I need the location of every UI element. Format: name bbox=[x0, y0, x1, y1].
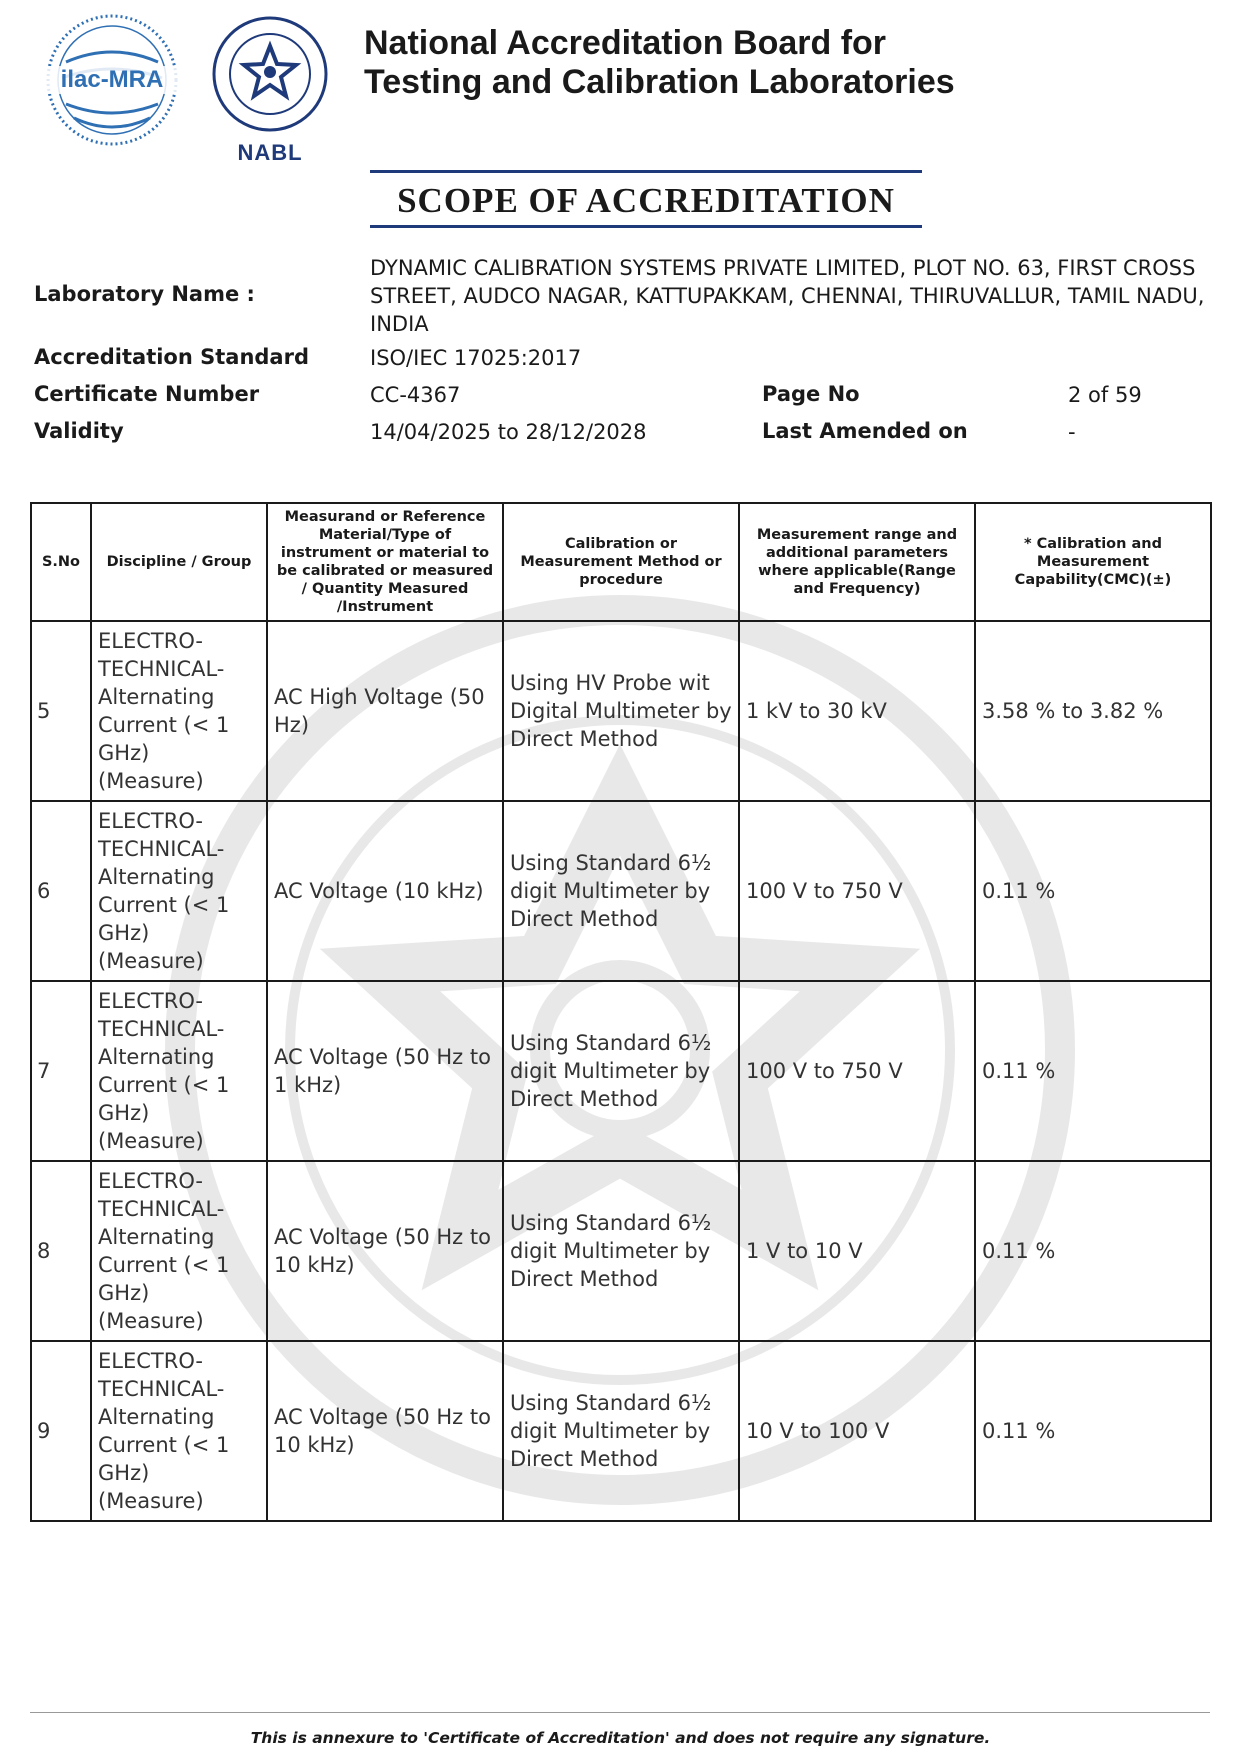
cell-measurand: AC Voltage (10 kHz) bbox=[267, 801, 503, 981]
header-measurand: Measurand or Reference Material/Type of instrument or material to be calibrated or measured / Quantity Measured /Instrument bbox=[267, 503, 503, 621]
cell-range: 100 V to 750 V bbox=[739, 981, 975, 1161]
standard-label: Accreditation Standard bbox=[34, 345, 309, 369]
table-row bbox=[31, 1161, 1211, 1341]
cell-measurand: AC High Voltage (50 Hz) bbox=[267, 621, 503, 801]
org-name-line-1: National Accreditation Board for bbox=[364, 24, 887, 62]
header-cmc: * Calibration and Measurement Capability(CMC)(±) bbox=[975, 503, 1211, 621]
nabl-seal-icon bbox=[210, 12, 330, 142]
cell-sno: 9 bbox=[31, 1341, 91, 1521]
title-rule-bottom bbox=[370, 225, 922, 228]
cell-method: Using Standard 6½ digit Multimeter by Direct Method bbox=[503, 1341, 739, 1521]
page-value: 2 of 59 bbox=[1068, 383, 1142, 407]
footer-note: This is annexure to 'Certificate of Accreditation' and does not require any signature. bbox=[250, 1729, 991, 1747]
cell-measurand: AC Voltage (50 Hz to 10 kHz) bbox=[267, 1161, 503, 1341]
cell-cmc: 0.11 % bbox=[975, 1341, 1211, 1521]
nabl-logo bbox=[210, 12, 330, 172]
cell-discipline: ELECTRO-TECHNICAL-Alternating Current (< 1 GHz) (Measure) bbox=[91, 981, 267, 1161]
cell-discipline: ELECTRO-TECHNICAL-Alternating Current (< 1 GHz) (Measure) bbox=[91, 801, 267, 981]
cell-method: Using Standard 6½ digit Multimeter by Direct Method bbox=[503, 801, 739, 981]
cell-range: 1 kV to 30 kV bbox=[739, 621, 975, 801]
cell-sno: 8 bbox=[31, 1161, 91, 1341]
table-row bbox=[31, 801, 1211, 981]
amended-label: Last Amended on bbox=[762, 419, 968, 443]
footer-divider bbox=[30, 1712, 1210, 1713]
cell-range: 100 V to 750 V bbox=[739, 801, 975, 981]
document-title-block bbox=[370, 170, 922, 228]
cell-sno: 7 bbox=[31, 981, 91, 1161]
nabl-logo-text: NABL bbox=[237, 140, 303, 165]
lab-name-value: DYNAMIC CALIBRATION SYSTEMS PRIVATE LIMITED, PLOT NO. 63, FIRST CROSS STREET, AUDCO NAGAR, KATTUPAKKAM, CHENNAI, THIRUVALLUR, TAMIL NADU, INDIA bbox=[370, 256, 1205, 336]
scope-table bbox=[30, 502, 1212, 1522]
header-sno: S.No bbox=[31, 503, 91, 621]
document-title: SCOPE OF ACCREDITATION bbox=[397, 181, 895, 220]
cell-measurand: AC Voltage (50 Hz to 1 kHz) bbox=[267, 981, 503, 1161]
organization-title bbox=[364, 24, 1064, 102]
header-method: Calibration or Measurement Method or procedure bbox=[503, 503, 739, 621]
table-header-row bbox=[31, 503, 1211, 621]
cell-discipline: ELECTRO-TECHNICAL-Alternating Current (< 1 GHz) (Measure) bbox=[91, 1341, 267, 1521]
cell-method: Using HV Probe wit Digital Multimeter by Direct Method bbox=[503, 621, 739, 801]
certificate-value: CC-4367 bbox=[370, 383, 461, 407]
cell-method: Using Standard 6½ digit Multimeter by Direct Method bbox=[503, 981, 739, 1161]
certificate-label: Certificate Number bbox=[34, 382, 260, 406]
validity-value: 14/04/2025 to 28/12/2028 bbox=[370, 420, 647, 444]
cell-discipline: ELECTRO-TECHNICAL-Alternating Current (< 1 GHz) (Measure) bbox=[91, 1161, 267, 1341]
ilac-logo-text: ilac-MRA bbox=[44, 66, 180, 94]
cell-range: 10 V to 100 V bbox=[739, 1341, 975, 1521]
cell-sno: 5 bbox=[31, 621, 91, 801]
cell-sno: 6 bbox=[31, 801, 91, 981]
header-discipline: Discipline / Group bbox=[91, 503, 267, 621]
org-name-line-2: Testing and Calibration Laboratories bbox=[364, 63, 955, 101]
standard-value: ISO/IEC 17025:2017 bbox=[370, 346, 582, 370]
amended-value: - bbox=[1068, 420, 1076, 444]
page-label: Page No bbox=[762, 382, 860, 406]
cell-measurand: AC Voltage (50 Hz to 10 kHz) bbox=[267, 1341, 503, 1521]
cell-cmc: 3.58 % to 3.82 % bbox=[975, 621, 1211, 801]
table-row bbox=[31, 621, 1211, 801]
cell-range: 1 V to 10 V bbox=[739, 1161, 975, 1341]
lab-name-label: Laboratory Name : bbox=[34, 282, 255, 306]
ilac-mra-logo bbox=[44, 12, 180, 148]
cell-method: Using Standard 6½ digit Multimeter by Direct Method bbox=[503, 1161, 739, 1341]
cell-cmc: 0.11 % bbox=[975, 801, 1211, 981]
cell-discipline: ELECTRO-TECHNICAL-Alternating Current (< 1 GHz) (Measure) bbox=[91, 621, 267, 801]
header-range: Measurement range and additional parameters where applicable(Range and Frequency) bbox=[739, 503, 975, 621]
table-row bbox=[31, 981, 1211, 1161]
cell-cmc: 0.11 % bbox=[975, 1161, 1211, 1341]
table-row bbox=[31, 1341, 1211, 1521]
validity-label: Validity bbox=[34, 419, 124, 443]
cell-cmc: 0.11 % bbox=[975, 981, 1211, 1161]
